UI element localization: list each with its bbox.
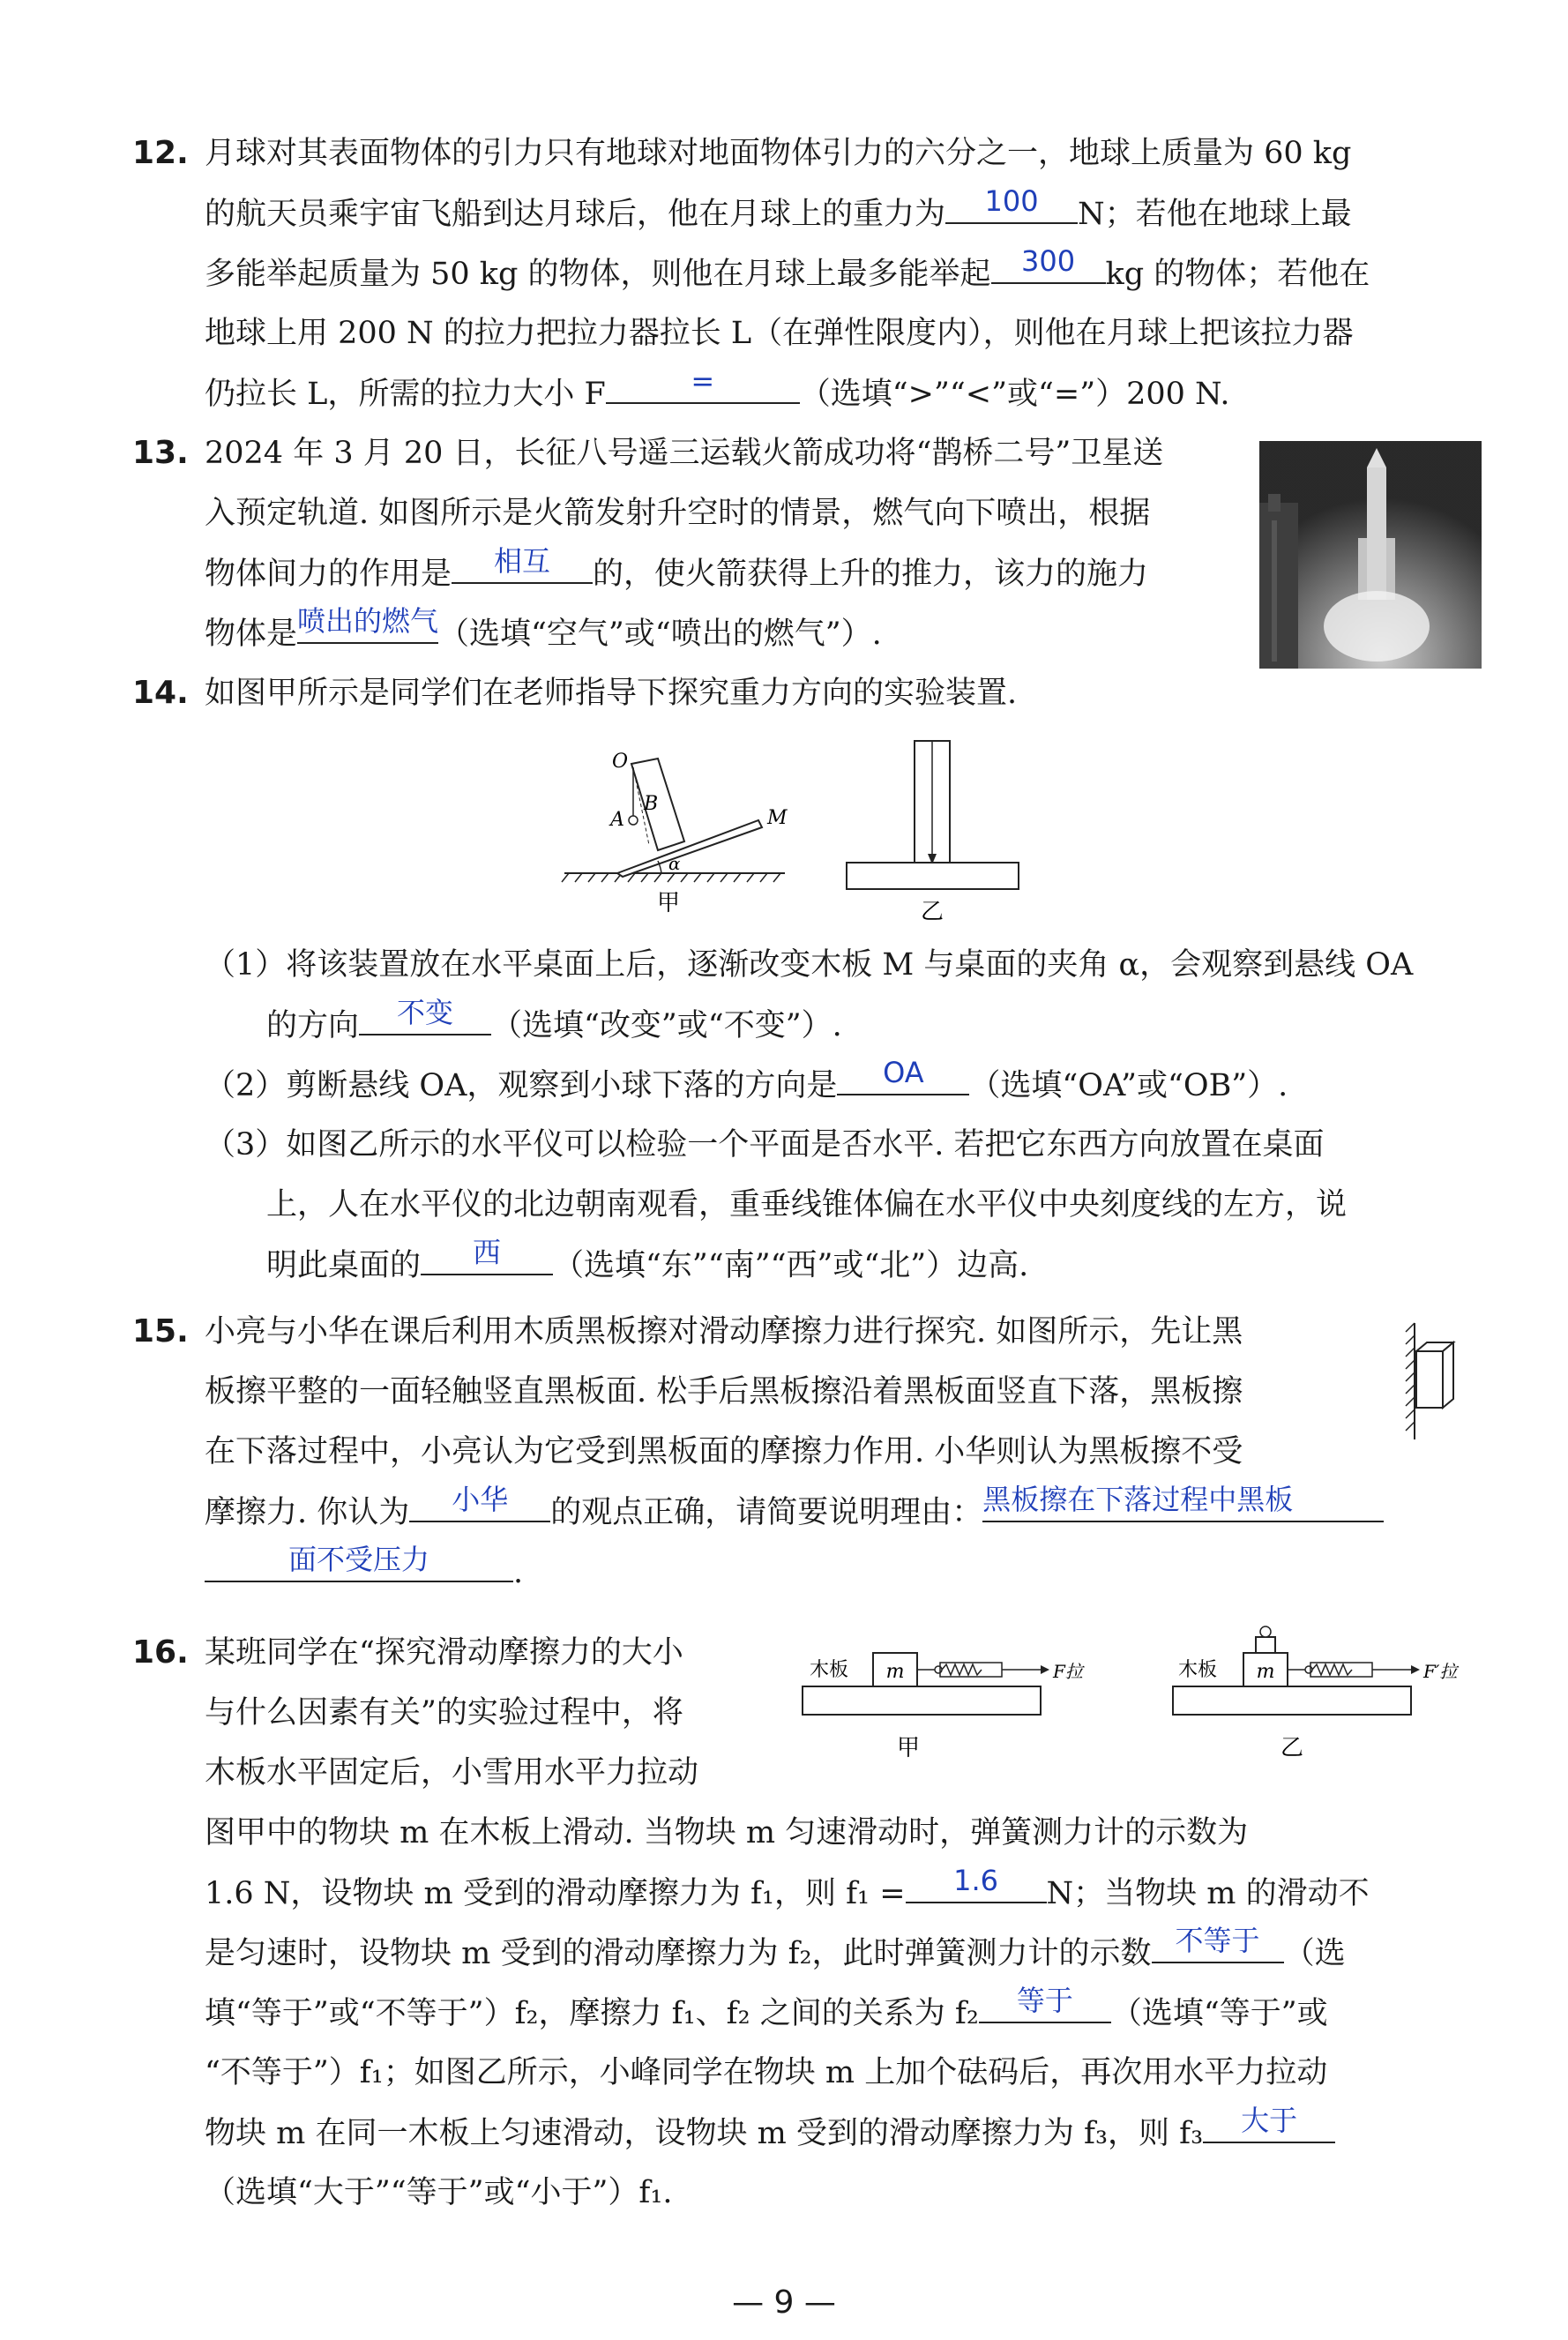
- q16-answer-2: 不等于: [1175, 1924, 1260, 1957]
- fig-caption-jia-16: 甲: [896, 1735, 921, 1761]
- q16-line7: 填“等于”或“不等于”）f₂，摩擦力 f₁、f₂ 之间的关系为 f₂ 等于 （选填“等于”或: [205, 1984, 1328, 2031]
- q15-line4: 摩擦力. 你认为 小华 的观点正确，请简要说明理由： 黑板擦在下落过程中黑板: [205, 1482, 1384, 1543]
- q16-answer-1: 1.6: [953, 1864, 998, 1897]
- q15-line1: 小亮与小华在课后利用木质黑板擦对滑动摩擦力进行探究. 如图所示，先让黑: [205, 1314, 1243, 1349]
- q16-line1: 某班同学在“探究滑动摩擦力的大小: [205, 1635, 683, 1671]
- q12-blank-3[interactable]: [606, 363, 800, 404]
- q16-line9: 物块 m 在同一木板上匀速滑动，设物块 m 受到的滑动摩擦力为 f₃，则 f₃ 大于: [205, 2103, 1335, 2164]
- q14-sub1-line1: （1）将该装置放在水平桌面上后，逐渐改变木板 M 与桌面的夹角 α，会观察到悬线 OA: [205, 947, 1414, 983]
- q16-blank-1[interactable]: [906, 1863, 1047, 1903]
- q12-number: 12.: [132, 135, 189, 171]
- q14-blank-3[interactable]: [421, 1235, 553, 1275]
- fig-label-A: A: [610, 809, 624, 831]
- q16-line2: 与什么因素有关”的实验过程中，将: [205, 1695, 683, 1731]
- q12-blank-2[interactable]: [991, 243, 1106, 284]
- fig-label-board-jia: 木板: [810, 1659, 849, 1681]
- q15-line3: 在下落过程中，小亮认为它受到黑板面的摩擦力作用. 小华则认为黑板擦不受: [205, 1434, 1243, 1469]
- q12-answer-1: 100: [984, 184, 1039, 218]
- q14-blank-2[interactable]: [837, 1055, 969, 1095]
- q15-number: 15.: [132, 1313, 189, 1349]
- q16-line10: （选填“大于”“等于”或“小于”）f₁.: [205, 2175, 673, 2210]
- figure-jia: [562, 751, 788, 916]
- q14-blank-1[interactable]: [359, 995, 491, 1035]
- fig-label-board-yi: 木板: [1178, 1659, 1218, 1681]
- q14-sub3-line1: （3）如图乙所示的水平仪可以检验一个平面是否水平. 若把它东西方向放置在桌面: [205, 1127, 1325, 1163]
- figure-jia-friction: [803, 1653, 1086, 1761]
- fig-label-M: M: [767, 807, 788, 829]
- q13-answer-2: 喷出的燃气: [297, 604, 439, 638]
- q16-figures: [785, 1605, 1473, 1773]
- page-number: — 9 —: [732, 2284, 836, 2321]
- q15-line5: 面不受压力 .: [205, 1542, 523, 1603]
- q13-blank-2[interactable]: [297, 603, 438, 644]
- fig-caption-yi-16: 乙: [1280, 1735, 1304, 1761]
- q12-line3: 多能举起质量为 50 kg 的物体，则他在月球上最多能举起 300 kg 的物体；若他在: [205, 244, 1370, 292]
- q16-blank-3[interactable]: [979, 1983, 1111, 2023]
- q15-answer-1: 小华: [452, 1483, 509, 1516]
- q14-figures: [547, 732, 1023, 935]
- fig-label-m-yi: m: [1256, 1661, 1275, 1683]
- q12-line4: 地球上用 200 N 的拉力把拉力器拉长 L（在弹性限度内），则他在月球上把该拉力器: [205, 316, 1354, 351]
- q14-sub1-line2: 的方向 不变 （选填“改变”或“不变”）.: [266, 996, 842, 1043]
- figure-yi-friction: [1173, 1626, 1460, 1761]
- rocket-launch-photo: [1259, 441, 1482, 669]
- q15-answer-2b: 面不受压力: [287, 1543, 429, 1576]
- q14-number: 14.: [132, 675, 189, 711]
- q15-blackboard-figure: [1402, 1320, 1490, 1443]
- q14-sub3-line3: 明此桌面的 西 （选填“东”“南”“西”或“北”）边高.: [266, 1236, 1029, 1283]
- q14-answer-3: 西: [473, 1236, 502, 1269]
- q16-number: 16.: [132, 1634, 189, 1671]
- q16-blank-2[interactable]: [1152, 1923, 1284, 1963]
- q12-line5: 仍拉长 L，所需的拉力大小 F = （选填“>”“<”或“=”）200 N.: [205, 364, 1230, 412]
- fig-label-F-jia: F拉: [1053, 1661, 1083, 1682]
- q12-line2: 的航天员乘宇宙飞船到达月球后，他在月球上的重力为 100 N；若他在地球上最: [205, 184, 1352, 232]
- fig-label-m-jia: m: [885, 1661, 905, 1683]
- q13-number: 13.: [132, 435, 189, 471]
- q12-answer-3: =: [691, 364, 715, 398]
- q14-line1: 如图甲所示是同学们在老师指导下探究重力方向的实验装置.: [205, 676, 1018, 711]
- q14-sub3-line2: 上，人在水平仪的北边朝南观看，重垂线锥体偏在水平仪中央刻度线的左方，说: [266, 1187, 1348, 1222]
- q16-line4: 图甲中的物块 m 在木板上滑动. 当物块 m 匀速滑动时，弹簧测力计的示数为: [205, 1815, 1249, 1850]
- q13-answer-1: 相互: [494, 544, 551, 578]
- q13-line4: 物体是 喷出的燃气 （选填“空气”或“喷出的燃气”）.: [205, 604, 882, 652]
- q13-line1: 2024 年 3 月 20 日，长征八号遥三运载火箭成功将“鹊桥二号”卫星送: [205, 436, 1164, 471]
- fig-label-O: O: [611, 751, 628, 773]
- q14-sub2-line1: （2）剪断悬线 OA，观察到小球下落的方向是 OA （选填“OA”或“OB”）.: [205, 1056, 1288, 1103]
- q13-line2: 入预定轨道. 如图所示是火箭发射升空时的情景，燃气向下喷出，根据: [205, 496, 1151, 531]
- q15-answer-2a: 黑板擦在下落过程中黑板: [982, 1483, 1294, 1516]
- q13-blank-1[interactable]: [452, 543, 593, 584]
- q15-blank-1[interactable]: [409, 1482, 550, 1522]
- q15-blank-2[interactable]: [982, 1482, 1384, 1522]
- q16-line6: 是匀速时，设物块 m 受到的滑动摩擦力为 f₂，此时弹簧测力计的示数 不等于 （选: [205, 1924, 1346, 1971]
- q16-answer-4: 大于: [1241, 2104, 1298, 2137]
- fig-label-F-yi: F′拉: [1423, 1661, 1458, 1682]
- q16-line5: 1.6 N，设物块 m 受到的滑动摩擦力为 f₁，则 f₁ = 1.6 N；当物块 m 的滑动不: [205, 1864, 1370, 1911]
- q15-line2: 板擦平整的一面轻触竖直黑板面. 松手后黑板擦沿着黑板面竖直下落，黑板擦: [205, 1374, 1243, 1409]
- fig-caption-yi: 乙: [920, 899, 945, 925]
- q14-answer-2: OA: [883, 1056, 924, 1089]
- q14-answer-1: 不变: [397, 996, 454, 1029]
- q13-line3: 物体间力的作用是 相互 的，使火箭获得上升的推力，该力的施力: [205, 544, 1149, 592]
- q16-blank-4[interactable]: [1203, 2103, 1335, 2143]
- figure-yi: [847, 741, 1019, 925]
- q12-line1: 月球对其表面物体的引力只有地球对地面物体引力的六分之一，地球上质量为 60 kg: [205, 136, 1352, 171]
- q12-blank-1[interactable]: [945, 183, 1078, 224]
- q12-answer-2: 300: [1020, 244, 1076, 278]
- q16-line3: 木板水平固定后，小雪用水平力拉动: [205, 1755, 699, 1791]
- q15-blank-2-cont[interactable]: [205, 1542, 513, 1582]
- rocket-launch-image: [1259, 441, 1482, 669]
- fig-label-B: B: [644, 793, 659, 815]
- q16-answer-3: 等于: [1016, 1984, 1073, 2017]
- q16-line8: “不等于”）f₁；如图乙所示，小峰同学在物块 m 上加个砝码后，再次用水平力拉动: [205, 2055, 1328, 2090]
- fig-label-alpha: α: [668, 853, 681, 874]
- fig-caption-jia: 甲: [656, 890, 681, 916]
